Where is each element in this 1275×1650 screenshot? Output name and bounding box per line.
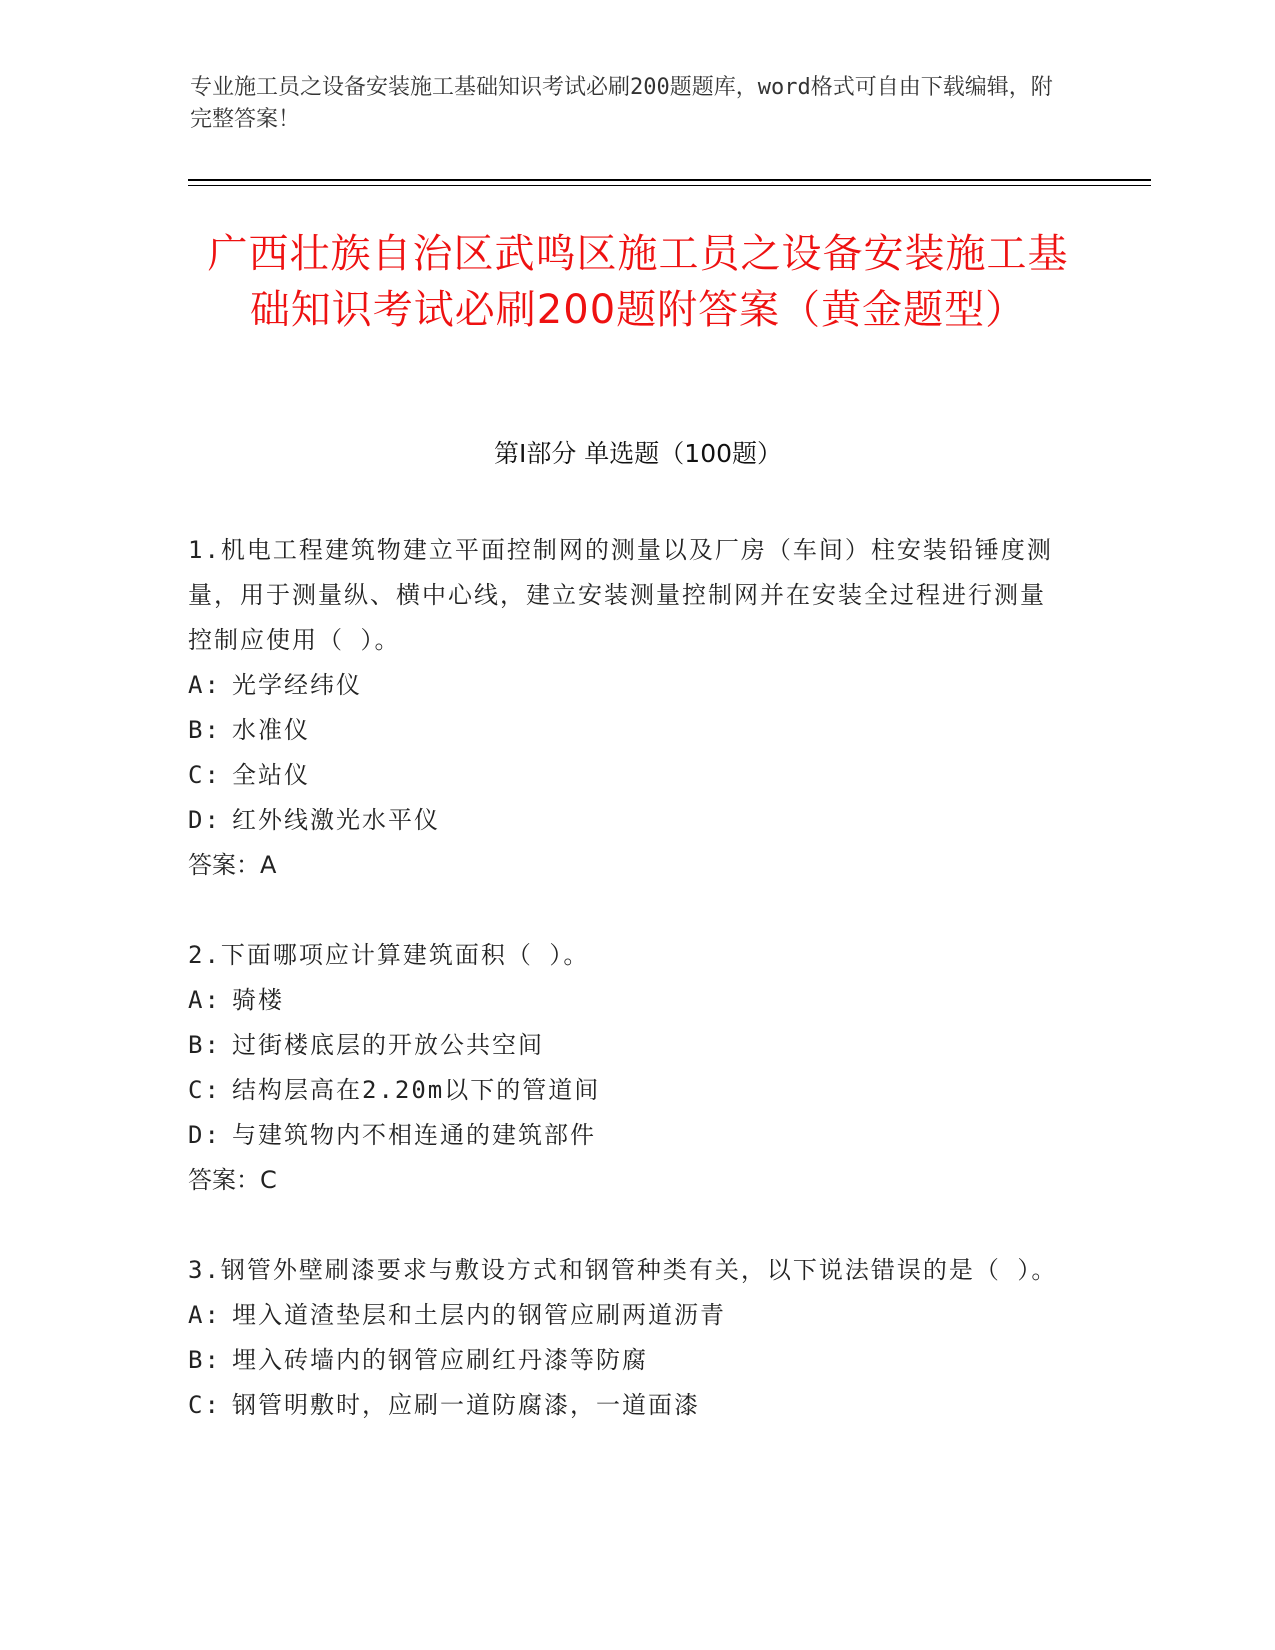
option-b (188, 1023, 1068, 1068)
option-letter: A: (188, 671, 221, 699)
option-letter: B: (188, 1031, 221, 1059)
option-d (188, 1113, 1068, 1158)
option-letter: C: (188, 1391, 221, 1419)
option-letter: B: (188, 1346, 221, 1374)
option-d (188, 798, 1068, 843)
option-text: 钢管明敷时，应刷一道防腐漆，一道面漆 (232, 1391, 700, 1419)
option-letter: D: (188, 1121, 221, 1149)
option-letter: C: (188, 761, 221, 789)
question-stem: 3.钢管外壁刷漆要求与敷设方式和钢管种类有关，以下说法错误的是（ ）。 (188, 1256, 1058, 1284)
document-title: 广西壮族自治区武鸣区施工员之设备安装施工基础知识考试必刷200题附答案（黄金题型） (207, 231, 1069, 333)
option-b (188, 1338, 1068, 1383)
answer-line: 答案：A (188, 851, 277, 879)
option-text: 埋入砖墙内的钢管应刷红丹漆等防腐 (232, 1346, 648, 1374)
option-text: 骑楼 (232, 986, 284, 1014)
option-a (188, 1293, 1068, 1338)
option-c (188, 1068, 1068, 1113)
header-divider-thick (188, 179, 1151, 181)
question-3 (188, 1248, 1068, 1428)
option-letter: C: (188, 1076, 221, 1104)
option-text: 红外线激光水平仪 (232, 806, 440, 834)
answer-line: 答案：C (188, 1166, 277, 1194)
option-letter: D: (188, 806, 221, 834)
option-letter: A: (188, 1301, 221, 1329)
option-c (188, 1383, 1068, 1428)
question-stem: 1.机电工程建筑物建立平面控制网的测量以及厂房（车间）柱安装铅锤度测量，用于测量纵、横中心线，建立安装测量控制网并在安装全过程进行测量控制应使用（ ）。 (188, 536, 1053, 654)
option-b (188, 708, 1068, 753)
section-title: 第Ⅰ部分 单选题（100题） (493, 439, 783, 468)
option-text: 光学经纬仪 (232, 671, 362, 699)
option-text: 结构层高在2.20m以下的管道间 (232, 1076, 601, 1104)
header-divider-thin (188, 185, 1151, 186)
option-a (188, 978, 1068, 1023)
option-text: 过街楼底层的开放公共空间 (232, 1031, 544, 1059)
option-letter: B: (188, 716, 221, 744)
question-2 (188, 933, 1068, 1203)
option-text: 与建筑物内不相连通的建筑部件 (232, 1121, 596, 1149)
question-1 (188, 528, 1068, 888)
option-a (188, 663, 1068, 708)
header-note: 专业施工员之设备安装施工基础知识考试必刷200题题库，word格式可自由下载编辑，附完整答案！ (190, 75, 1053, 132)
option-text: 水准仪 (232, 716, 310, 744)
option-text: 埋入道渣垫层和土层内的钢管应刷两道沥青 (232, 1301, 726, 1329)
question-stem: 2.下面哪项应计算建筑面积（ ）。 (188, 941, 590, 969)
option-letter: A: (188, 986, 221, 1014)
question-list (188, 528, 1068, 1473)
option-text: 全站仪 (232, 761, 310, 789)
option-c (188, 753, 1068, 798)
